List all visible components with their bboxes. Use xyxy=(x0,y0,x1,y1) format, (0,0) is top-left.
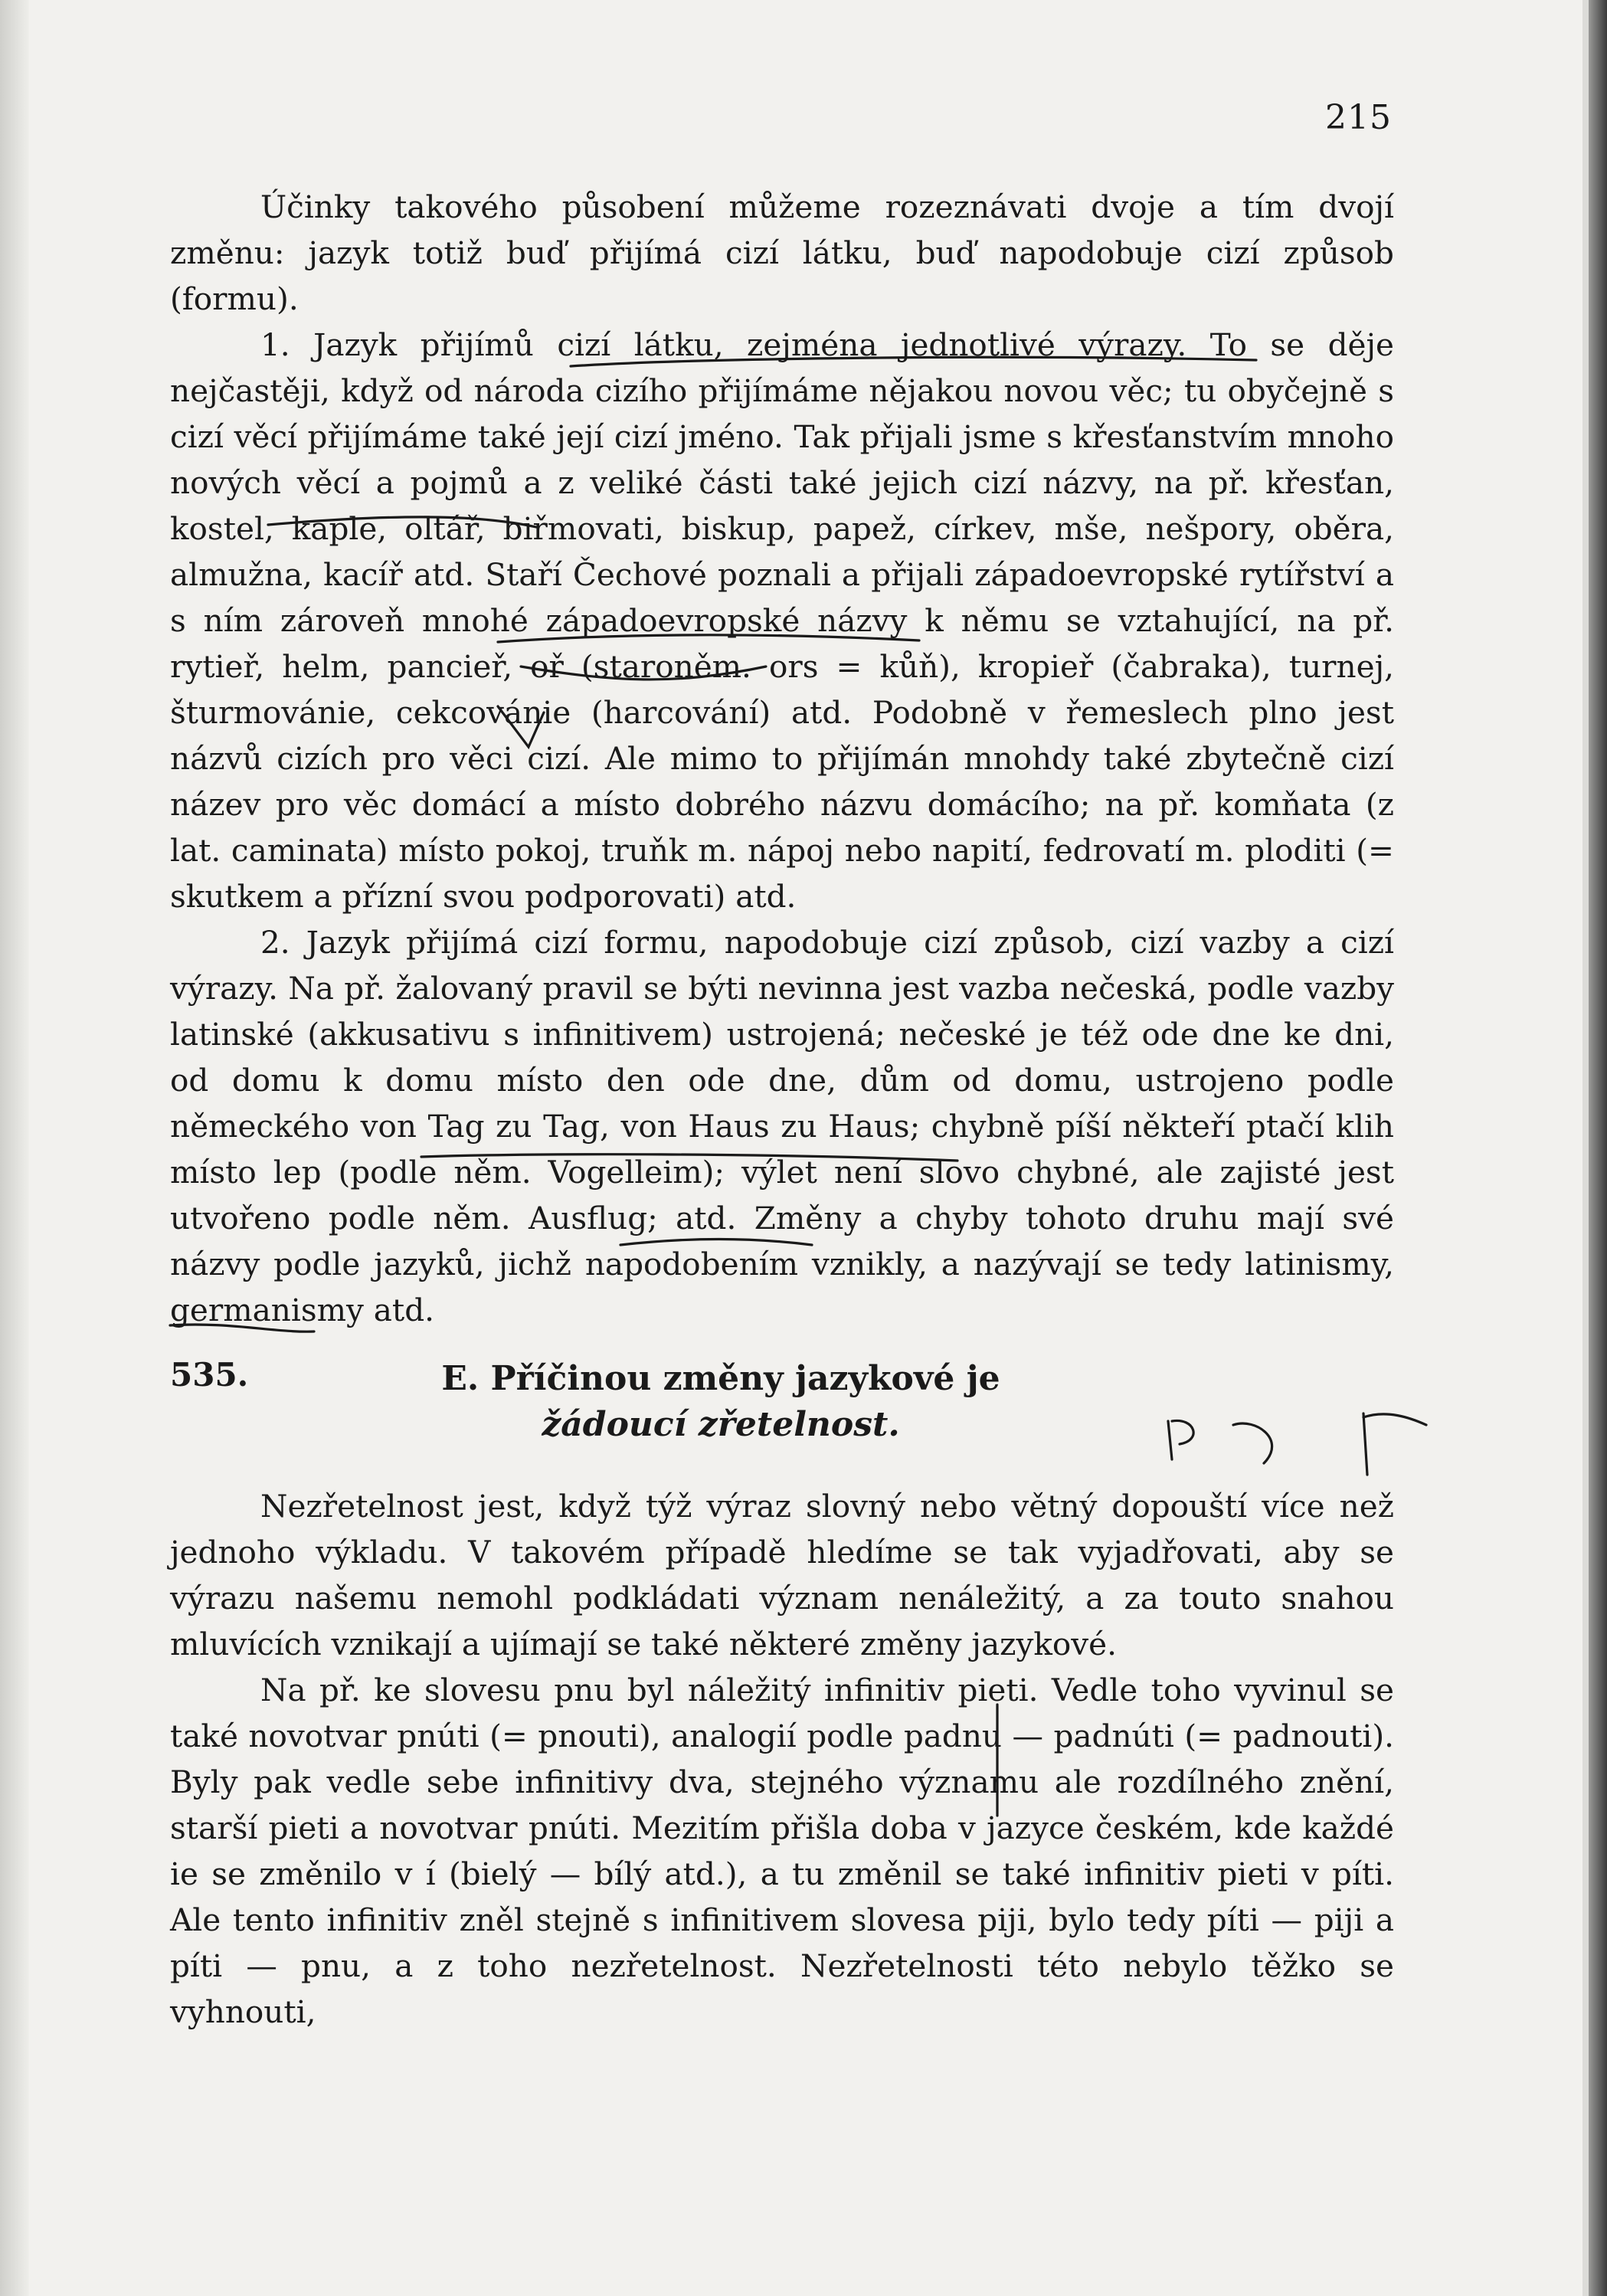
page-body xyxy=(170,184,1394,2035)
page-edge-right-inner xyxy=(1582,0,1589,2296)
page-edge-left xyxy=(0,0,29,2296)
section-title-line1: E. Příčinou změny jazykové je xyxy=(441,1359,1000,1398)
paragraph-foreign-matter: 1. Jazyk přijímů cizí látku, zejména jednotlivé výrazy. To se děje nejčastěji, když od národa cizího přijímáme nějakou novou věc; tu obyčejně s cizí věcí přijímáme také její cizí jméno. Tak přijali jsme s křesťanstvím mnoho nových věcí a pojmů a z veliké části také jejich cizí názvy, na př. křesťan, kostel, kaple, oltář, biřmovati, biskup, papež, církev, mše, nešpory, oběra, almužna, kacíř atd. Staří Čechové poznali a přijali západoevropské rytířství a s ním zároveň mnohé západoevropské názvy k němu se vztahující, na př. rytieř, helm, pancieř, oř (staroněm. ors = kůň), kropieř (čabraka), turnej, šturmovánie, cekcovánie (harcování) atd. Podobně v řemeslech plno jest názvů cizích pro věci cizí. Ale mimo to přijímán mnohdy také zbytečně cizí název pro věc domácí a místo dobrého názvu domácího; na př. komňata (z lat. caminata) místo pokoj, truňk m. nápoj nebo napití, fedrovatí m. ploditi (= skutkem a přízní svou podporovati) atd. xyxy=(170,326,1394,915)
page-number: 215 xyxy=(1325,98,1392,137)
section-heading xyxy=(170,1345,1394,1483)
section-number: 535. xyxy=(170,1356,249,1394)
page-edge-right xyxy=(1589,0,1607,2296)
paragraph-clarity: Nezřetelnost jest, když týž výraz slovný nebo větný dopouští více než jednoho výkladu. V takovém případě hledíme se tak vyjadřovati, aby se výrazu našemu nemohl podkládati význam nenáležitý, a za touto snahou mluvících vznikají a ujímají se také některé změny jazykové. xyxy=(170,1488,1394,1662)
paragraph-foreign-form: 2. Jazyk přijímá cizí formu, napodobuje cizí způsob, cizí vazby a cizí výrazy. Na př. žalovaný pravil se býti nevinna jest vazba nečeská, podle vazby latinské (akkusativu s infinitivem) ustrojená; nečeské je též ode dne ke dni, od domu k domu místo den ode dne, dům od domu, ustrojeno podle německého von Tag zu Tag, von Haus zu Haus; chybně píší někteří ptačí klih místo lep (podle něm. Vogelleim); výlet není slovo chybné, ale zajisté jest utvořeno podle něm. Ausflug; atd. Změny a chyby tohoto druhu mají své názvy podle jazyků, jichž napodobením vznikly, a nazývají se tedy latinismy, germanismy atd. xyxy=(170,924,1394,1328)
paragraph-intro: Účinky takového působení můžeme rozeznávati dvoje a tím dvojí změnu: jazyk totiž buď přijímá cizí látku, buď napodobuje cizí způsob (formu). xyxy=(170,188,1394,317)
section-title xyxy=(170,1356,1394,1448)
section-title-line2: žádoucí zřetelnost. xyxy=(542,1405,900,1444)
paragraph-example: Na př. ke slovesu pnu byl náležitý infinitiv pieti. Vedle toho vyvinul se také novotvar pnúti (= pnouti), analogií podle padnu — padnúti (= padnouti). Byly pak vedle sebe infinitivy dva, stejného významu ale rozdílného znění, starší pieti a novotvar pnúti. Mezitím přišla doba v jazyce českém, kde každé ie se změnilo v í (bielý — bílý atd.), a tu změnil se také infinitiv pieti v píti. Ale tento infinitiv zněl stejně s infinitivem slovesa piji, bylo tedy píti — piji a píti — pnu, a z toho nezřetelnost. Nezřetelnosti této nebylo těžko se vyhnouti, xyxy=(170,1672,1394,2030)
